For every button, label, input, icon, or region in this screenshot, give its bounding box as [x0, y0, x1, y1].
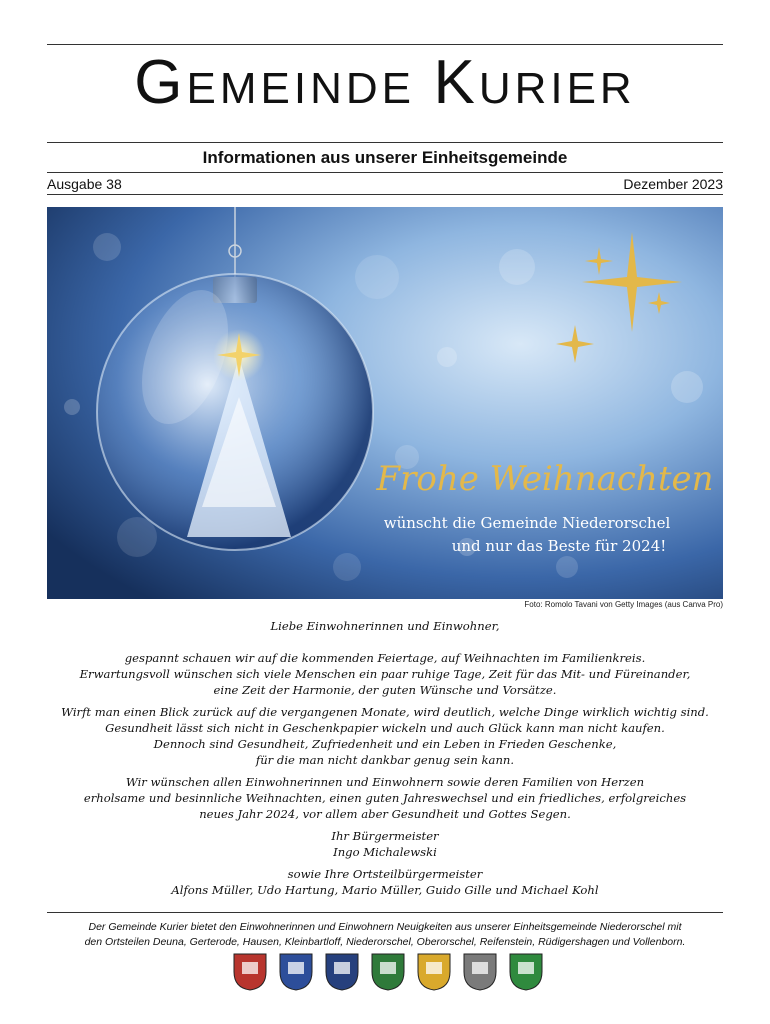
mayor-role: Ihr Bürgermeister: [331, 829, 439, 843]
christmas-ornament-image: [47, 207, 723, 599]
crest-greengold-icon: [510, 954, 542, 990]
crest-navy-icon: [326, 954, 358, 990]
salutation: Liebe Einwohnerinnen und Einwohner,: [270, 619, 500, 633]
greeting-text: Frohe Weihnachten: [376, 459, 714, 499]
masthead-title: GEMEINDE KURIER: [134, 48, 636, 117]
footer-line: Der Gemeinde Kurier bietet den Einwohnerinnen und Einwohnern Neuigkeiten aus unserer Einheitsgemeinde Niederorschel mit: [88, 921, 682, 933]
letter-line: Gesundheit lässt sich nicht in Geschenkpapier wickeln und auch Glück kann man nicht kaufen.: [105, 721, 665, 735]
letter-paragraph-1: [47, 650, 723, 698]
letter-paragraph-2: [47, 704, 723, 768]
crest-red-icon: [234, 954, 266, 990]
letter-line: Dennoch sind Gesundheit, Zufriedenheit und ein Leben in Frieden Geschenke,: [153, 737, 617, 751]
letter-line: eine Zeit der Harmonie, der guten Wünsche und Vorsätze.: [213, 683, 557, 697]
issue-rule: [47, 194, 723, 195]
issue-number: Ausgabe 38: [47, 176, 122, 192]
mayor-name: Ingo Michalewski: [333, 845, 437, 859]
letter-line: neues Jahr 2024, vor allem aber Gesundheit und Gottes Segen.: [199, 807, 571, 821]
letter-line: für die man nicht dankbar genug sein kann.: [255, 753, 515, 767]
letter-line: Wir wünschen allen Einwohnerinnen und Einwohnern sowie deren Familien von Herzen: [125, 775, 645, 789]
letter-paragraph-3: [47, 774, 723, 822]
footer-text: [47, 920, 723, 950]
crest-grey-icon: [464, 954, 496, 990]
issue-date: Dezember 2023: [623, 176, 723, 192]
greeting-line2: und nur das Beste für 2024!: [451, 537, 667, 555]
photo-credit: Foto: Romolo Tavani von Getty Images (aus Canva Pro): [524, 600, 723, 609]
district-mayors-signature: [47, 866, 723, 898]
footer-line: den Ortsteilen Deuna, Gerterode, Hausen, Kleinbartloff, Niederorschel, Oberorschel, Reifenstein, Rüdigershagen und Vollenborn.: [84, 936, 686, 948]
top-rule: [47, 44, 723, 45]
masthead-rule: [47, 142, 723, 143]
district-mayors-role: sowie Ihre Ortsteilbürgermeister: [287, 867, 483, 881]
district-crests: [228, 952, 548, 992]
subtitle: Informationen aus unserer Einheitsgemeinde: [202, 148, 568, 167]
subtitle-rule: [47, 172, 723, 173]
footer-rule: [47, 912, 723, 913]
letter-line: Wirft man einen Blick zurück auf die vergangenen Monate, wird deutlich, welche Dinge wirklich wichtig sind.: [61, 705, 709, 719]
district-mayors-names: Alfons Müller, Udo Hartung, Mario Müller, Guido Gille und Michael Kohl: [171, 883, 599, 897]
letter-line: Erwartungsvoll wünschen sich viele Menschen ein paar ruhige Tage, Zeit für das Mit- und Füreinander,: [79, 667, 691, 681]
christmas-photo: [47, 207, 723, 599]
crest-green-icon: [372, 954, 404, 990]
crest-blue-icon: [280, 954, 312, 990]
letter-line: erholsame und besinnliche Weihnachten, einen guten Jahreswechsel und ein friedliches, erfolgreiches: [83, 791, 687, 805]
greeting-line1: wünscht die Gemeinde Niederorschel: [383, 514, 671, 532]
mayor-signature: [47, 828, 723, 860]
crest-gold-icon: [418, 954, 450, 990]
letter-line: gespannt schauen wir auf die kommenden Feiertage, auf Weihnachten im Familienkreis.: [124, 651, 646, 665]
